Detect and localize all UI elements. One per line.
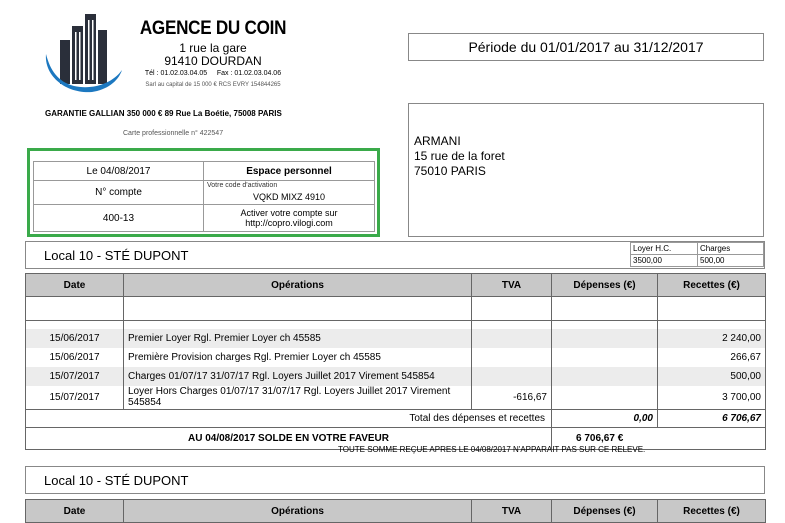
row-dep [552, 386, 658, 410]
account-space-title: Espace personnel [204, 162, 375, 181]
table-row [26, 348, 766, 367]
empty-cell [552, 297, 658, 321]
row-tva [472, 329, 552, 348]
charges-label: Charges [698, 243, 764, 255]
empty-row [26, 297, 124, 321]
row-op: Loyer Hors Charges 01/07/17 31/07/17 Rgl. Loyers Juillet 2017 Virement 545854 [124, 386, 472, 410]
agency-street: 1 rue la gare [179, 41, 247, 55]
agency-guarantee: GARANTIE GALLIAN 350 000 € 89 Rue La Boétie, 75008 PARIS [45, 109, 282, 118]
row-date: 15/06/2017 [26, 329, 124, 348]
charges-value: 500,00 [698, 255, 764, 267]
col-operations: Opérations [124, 274, 472, 297]
row-tva: -616,67 [472, 386, 552, 410]
agency-capital: Sarl au capital de 15 000 € RCS EVRY 154844265 [145, 82, 281, 88]
operations-table-2 [25, 499, 766, 523]
activation-link-cell [204, 205, 375, 232]
table-row [26, 367, 766, 386]
operations-table [25, 273, 766, 450]
empty-cell [124, 297, 472, 321]
row-op: Charges 01/07/17 31/07/17 Rgl. Loyers Juillet 2017 Virement 545854 [124, 367, 472, 386]
row-rec: 3 700,00 [658, 386, 766, 410]
spacer [124, 321, 472, 329]
activation-code-label: Votre code d'activation [207, 182, 278, 189]
balance-label: AU 04/08/2017 SOLDE EN VOTRE FAVEUR [26, 428, 552, 450]
table-row [26, 386, 766, 410]
col-date: Date [26, 274, 124, 297]
section1-title: Local 10 - STÉ DUPONT [44, 247, 189, 263]
empty-cell [658, 297, 766, 321]
activation-code-value: VQKD MIXZ 4910 [252, 192, 326, 202]
row-date: 15/06/2017 [26, 348, 124, 367]
row-dep [552, 367, 658, 386]
total-depenses: 0,00 [552, 410, 658, 428]
col-depenses: Dépenses (€) [552, 500, 658, 523]
total-row [26, 410, 766, 428]
total-recettes: 6 706,67 [658, 410, 766, 428]
recipient-street: 15 rue de la foret [414, 149, 505, 163]
note: TOUTE SOMME REÇUE APRES LE 04/08/2017 N'APPARAIT PAS SUR CE RELEVE. [338, 445, 646, 454]
loyer-value: 3500,00 [631, 255, 698, 267]
activation-code-cell [204, 181, 375, 205]
activation-link[interactable]: http://copro.vilogi.com [245, 218, 333, 228]
row-tva [472, 348, 552, 367]
row-rec: 266,67 [658, 348, 766, 367]
row-tva [472, 367, 552, 386]
row-op: Premier Loyer Rgl. Premier Loyer ch 45585 [124, 329, 472, 348]
account-table [33, 161, 375, 232]
spacer [26, 321, 124, 329]
col-operations: Opérations [124, 500, 472, 523]
row-date: 15/07/2017 [26, 367, 124, 386]
account-date: Le 04/08/2017 [34, 162, 204, 181]
agency-name: AGENCE DU COIN [139, 18, 287, 39]
col-depenses: Dépenses (€) [552, 274, 658, 297]
section2-title: Local 10 - STÉ DUPONT [44, 472, 189, 488]
loyer-label: Loyer H.C. [631, 243, 698, 255]
agency-phones: Tél : 01.02.03.04.05 Fax : 01.02.03.04.06 [144, 70, 282, 77]
account-number-label: N° compte [34, 181, 204, 205]
recipient-name: ARMANI [414, 134, 461, 148]
recipient-box [408, 103, 764, 237]
row-date: 15/07/2017 [26, 386, 124, 410]
row-rec: 2 240,00 [658, 329, 766, 348]
period-box [408, 33, 764, 61]
account-number-value: 400-13 [34, 205, 204, 232]
empty-cell [472, 297, 552, 321]
col-recettes: Recettes (€) [658, 500, 766, 523]
table-row [26, 329, 766, 348]
row-dep [552, 348, 658, 367]
agency-card: Carte professionnelle n° 422547 [123, 130, 224, 137]
col-date: Date [26, 500, 124, 523]
balance-value: 6 706,67 € [552, 428, 766, 450]
col-tva: TVA [472, 500, 552, 523]
row-dep [552, 329, 658, 348]
period-text: Période du 01/01/2017 au 31/12/2017 [468, 39, 704, 55]
col-recettes: Recettes (€) [658, 274, 766, 297]
spacer [472, 321, 552, 329]
recipient-address [414, 134, 505, 179]
recipient-city: 75010 PARIS [414, 164, 486, 178]
section2-header [25, 466, 765, 494]
row-rec: 500,00 [658, 367, 766, 386]
agency-city: 91410 DOURDAN [164, 54, 262, 68]
spacer [658, 321, 766, 329]
col-tva: TVA [472, 274, 552, 297]
loyer-table [630, 242, 764, 267]
spacer [552, 321, 658, 329]
row-op: Première Provision charges Rgl. Premier Loyer ch 45585 [124, 348, 472, 367]
activation-line1: Activer votre compte sur [240, 208, 338, 218]
total-label: Total des dépenses et recettes [26, 410, 552, 428]
